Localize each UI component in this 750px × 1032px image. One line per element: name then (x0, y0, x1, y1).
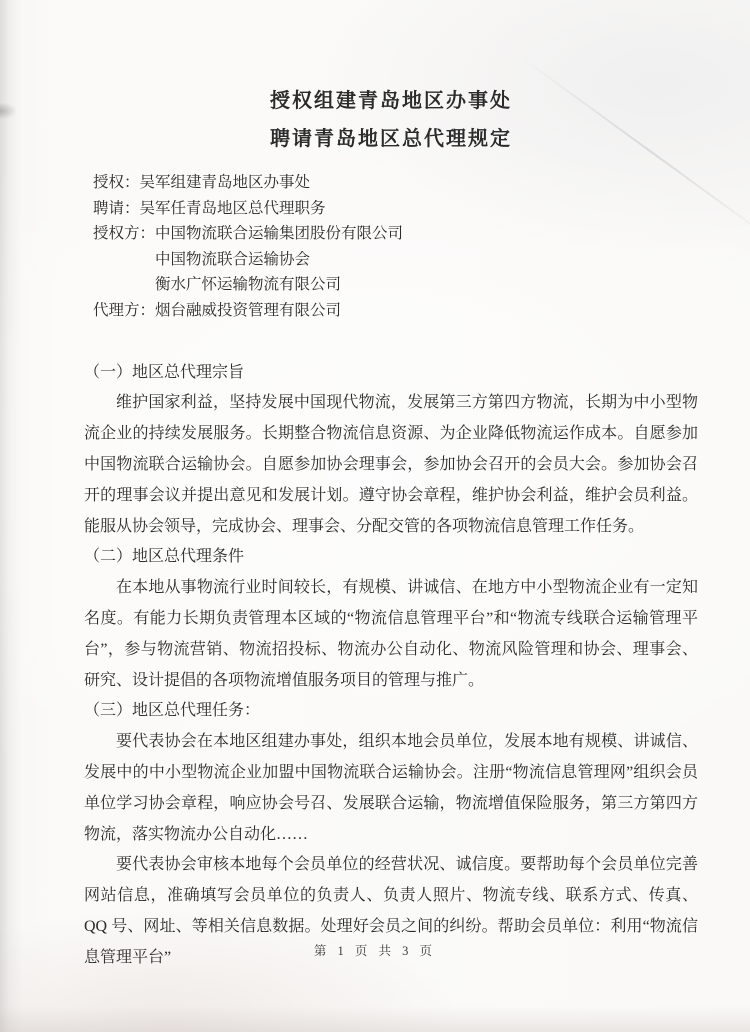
section-conditions (84, 542, 698, 696)
section-purpose-heading: （一）地区总代理宗旨 (84, 363, 245, 381)
document-body (84, 358, 698, 974)
field-agent (93, 298, 698, 324)
section-purpose (84, 358, 698, 543)
document-title-line2: 聘请青岛地区总代理规定 (270, 128, 512, 150)
section-tasks-heading: （三）地区总代理任务： (84, 702, 261, 720)
field-authorize (93, 170, 698, 196)
field-appoint (93, 196, 698, 222)
section-conditions-paragraph: 在本地从事物流行业时间较长，有规模、讲诚信、在地方中小型物流企业有一定知名度。有能力长期负责管理本区域的“物流信息管理平台”和“物流专线联合运输管理平台”，参与物流营销、物流招投标、物流办公自动化、物流风险管理和协会、理事会、研究、设计提倡的各项物流增值服务项目的管理与推广。 (84, 579, 698, 689)
field-authorizer-continued (93, 247, 698, 273)
section-purpose-paragraph: 维护国家利益，坚持发展中国现代物流，发展第三方第四方物流，长期为中小型物流企业的持续发展服务。长期整合物流信息资源、为企业降低物流运作成本。自愿参加中国物流联合运输协会。自愿参加协会理事会，参加协会召开的会员大会。参加协会召开的理事会议并提出意见和发展计划。遵守协会章程，维护协会利益，维护会员利益。能服从协会领导，完成协会、理事会、分配交管的各项物流信息管理工作任务。 (84, 394, 698, 535)
field-authorize-value: 吴军组建青岛地区办事处 (139, 174, 311, 191)
field-agent-value: 烟台融威投资管理有限公司 (155, 301, 342, 319)
field-authorizer-value-2: 中国物流联合运输协会 (155, 250, 311, 268)
section-tasks-paragraph-1: 要代表协会在本地区组建办事处，组织本地会员单位，发展本地有规模、讲诚信、发展中的中小型物流企业加盟中国物流联合运输协会。注册“物流信息管理网”组织会员单位学习协会章程，响应协会号召、发展联合运输，物流增值保险服务，第三方第四方物流，落实物流办公自动化…… (84, 733, 698, 843)
field-appoint-label: 聘请： (93, 199, 140, 217)
scan-bottom-shadow (0, 1006, 750, 1032)
section-tasks-paragraph-2: 要代表协会审核本地每个会员单位的经营状况、诚信度。要帮助每个会员单位完善网站信息，准确填写会员单位的负责人、负责人照片、物流专线、联系方式、传真、QQ 号、网址、等相关信息数据。处理好会员之间的纠纷。帮助会员单位：利用“物流信息管理平台” (84, 856, 698, 966)
field-appoint-value: 吴军任青岛地区总代理职务 (139, 199, 326, 217)
section-tasks (84, 696, 698, 973)
authorization-header-block (84, 170, 698, 324)
field-authorizer-label: 授权方： (93, 225, 156, 243)
section-conditions-heading: （二）地区总代理条件 (84, 548, 245, 566)
field-authorize-label: 授权： (93, 174, 140, 191)
document-title (84, 0, 698, 158)
field-authorizer-value-3: 衡水广怀运输物流有限公司 (155, 276, 342, 294)
field-agent-label: 代理方： (93, 301, 156, 319)
field-authorizer-value-1: 中国物流联合运输集团股份有限公司 (155, 225, 404, 243)
document-title-line1: 授权组建青岛地区办事处 (270, 90, 512, 112)
page-number: 第 1 页 共 3 页 (313, 944, 437, 958)
field-authorizer-continued (93, 272, 698, 298)
field-authorizer (93, 221, 698, 247)
